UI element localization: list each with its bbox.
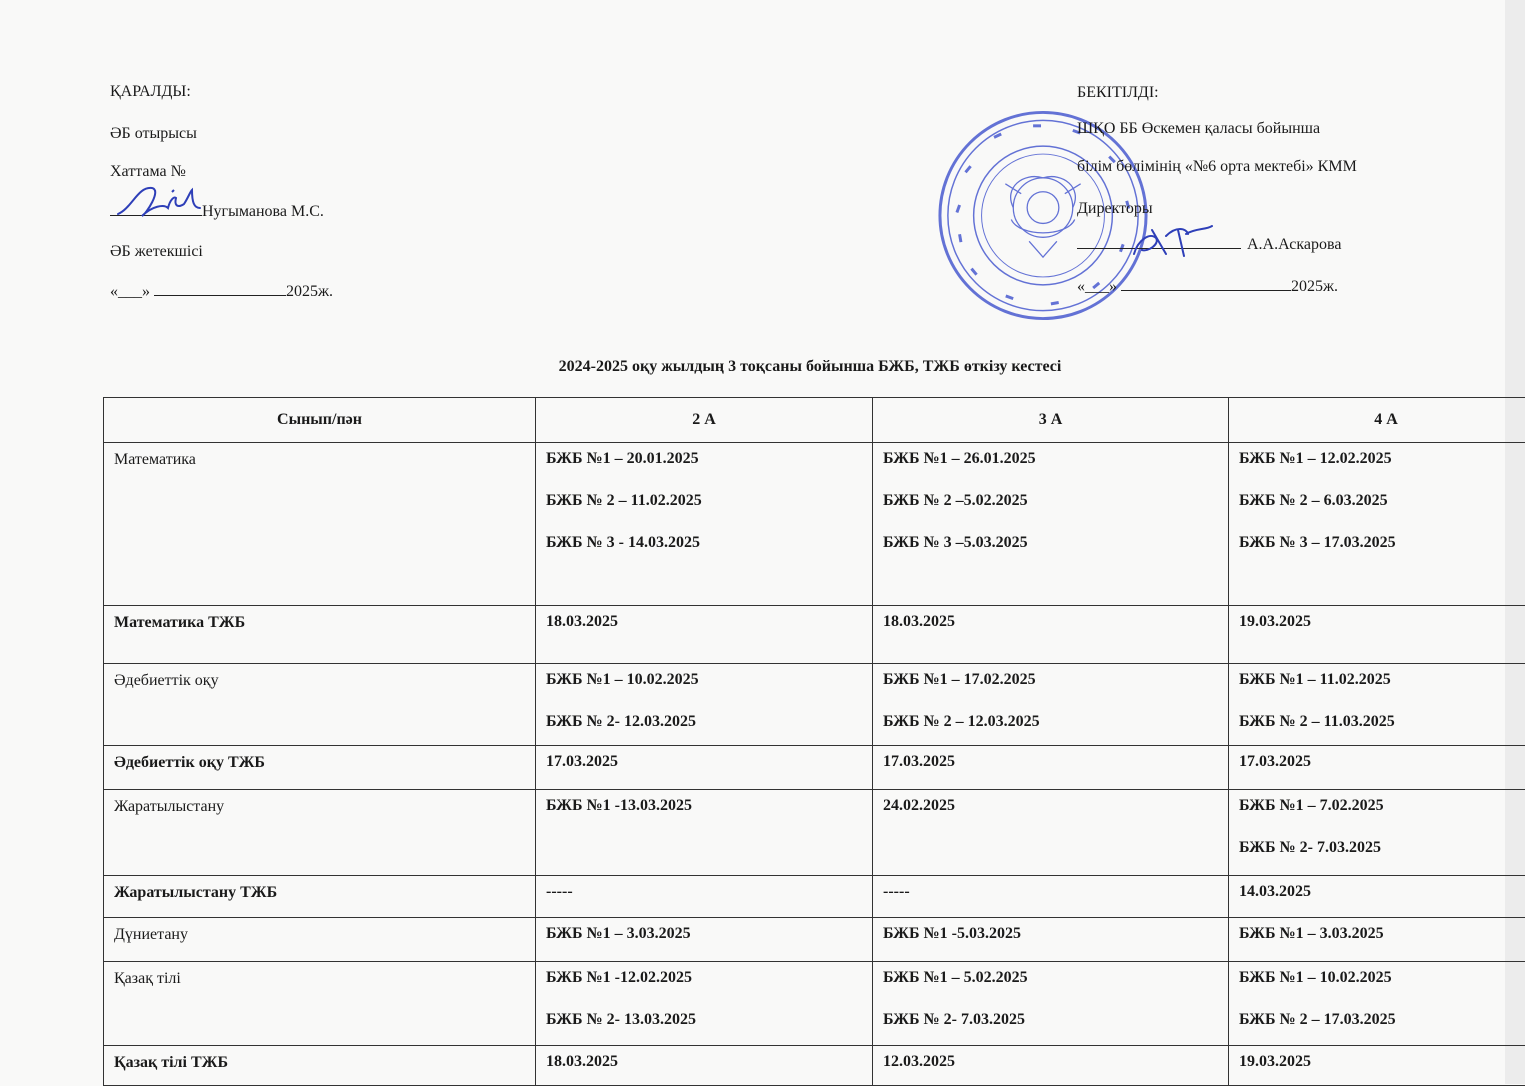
schedule-entry: -----	[883, 882, 1218, 902]
table-row	[104, 443, 1525, 606]
table-row	[104, 746, 1525, 790]
subject-cell	[104, 606, 536, 664]
director-name: А.А.Аскарова	[1241, 236, 1341, 253]
date-underline	[154, 295, 286, 296]
schedule-cell	[1229, 962, 1525, 1046]
schedule-cell	[536, 746, 873, 790]
reviewed-label: ҚАРАЛДЫ:	[110, 84, 191, 100]
schedule-entry: БЖБ № 2 – 11.02.2025	[546, 491, 862, 511]
schedule-cell	[536, 876, 873, 918]
schedule-entries	[873, 918, 1228, 944]
schedule-entry: БЖБ № 2 – 12.03.2025	[883, 712, 1218, 732]
schedule-cell	[536, 962, 873, 1046]
subject-label: Жаратылыстану	[104, 790, 535, 816]
schedule-entries	[1229, 962, 1525, 1030]
subject-label: Жаратылыстану ТЖБ	[104, 876, 535, 902]
schedule-cell	[873, 443, 1229, 606]
subject-cell	[104, 790, 536, 876]
approved-label: БЕКІТІЛДІ:	[1077, 84, 1159, 102]
schedule-entry: БЖБ №1 – 20.01.2025	[546, 449, 862, 469]
schedule-entry: 19.03.2025	[1239, 1052, 1525, 1072]
schedule-entries	[873, 790, 1228, 816]
schedule-cell	[873, 918, 1229, 962]
schedule-entry: БЖБ № 2 – 11.03.2025	[1239, 712, 1525, 732]
schedule-entries	[536, 1046, 872, 1072]
schedule-entry: БЖБ №1 – 3.03.2025	[546, 924, 862, 944]
schedule-entry: 14.03.2025	[1239, 882, 1525, 902]
schedule-cell	[873, 962, 1229, 1046]
schedule-entry: БЖБ №1 -5.03.2025	[883, 924, 1218, 944]
document-title: 2024-2025 оқу жылдың 3 тоқсаны бойынша БЖБ, ТЖБ өткізу кестесі	[0, 358, 1525, 376]
subject-label: Математика ТЖБ	[104, 606, 535, 632]
schedule-entry: БЖБ №1 -13.03.2025	[546, 796, 862, 816]
schedule-entry: БЖБ №1 – 12.02.2025	[1239, 449, 1525, 469]
schedule-entry: БЖБ № 2- 12.03.2025	[546, 712, 862, 732]
schedule-cell	[873, 790, 1229, 876]
schedule-entries	[1229, 918, 1525, 944]
schedule-entry: БЖБ №1 -12.02.2025	[546, 968, 862, 988]
date-prefix: «___»	[1077, 278, 1117, 295]
schedule-entry: БЖБ № 2- 7.03.2025	[883, 1010, 1218, 1030]
table-row	[104, 664, 1525, 746]
schedule-entry: 19.03.2025	[1239, 612, 1525, 632]
schedule-entries	[873, 606, 1228, 632]
table-row	[104, 606, 1525, 664]
schedule-cell	[1229, 606, 1525, 664]
schedule-cell	[1229, 664, 1525, 746]
table-row	[104, 1046, 1525, 1086]
schedule-entry: БЖБ № 2- 13.03.2025	[546, 1010, 862, 1030]
schedule-entry: -----	[546, 882, 862, 902]
column-header: 3 А	[873, 398, 1229, 443]
schedule-entries	[1229, 664, 1525, 732]
schedule-entries	[536, 606, 872, 632]
schedule-entries	[536, 664, 872, 732]
subject-cell	[104, 1046, 536, 1086]
subject-label: Қазақ тілі	[104, 962, 535, 988]
subject-cell	[104, 443, 536, 606]
schedule-entry: БЖБ №1 – 5.02.2025	[883, 968, 1218, 988]
schedule-entry: БЖБ № 2- 7.03.2025	[1239, 838, 1525, 858]
schedule-entry: 18.03.2025	[883, 612, 1218, 632]
table-row	[104, 918, 1525, 962]
schedule-entry: БЖБ №1 – 17.02.2025	[883, 670, 1218, 690]
schedule-cell	[873, 746, 1229, 790]
schedule-cell	[1229, 790, 1525, 876]
subject-label: Қазақ тілі ТЖБ	[104, 1046, 535, 1072]
schedule-cell	[536, 606, 873, 664]
subject-cell	[104, 664, 536, 746]
schedule-entries	[1229, 790, 1525, 858]
column-header: 4 А	[1229, 398, 1525, 443]
schedule-entries	[536, 746, 872, 772]
schedule-cell	[536, 790, 873, 876]
schedule-entries	[536, 443, 872, 553]
schedule-entry: БЖБ №1 – 3.03.2025	[1239, 924, 1525, 944]
schedule-cell	[873, 664, 1229, 746]
subject-label: Әдебиеттік оқу ТЖБ	[104, 746, 535, 772]
schedule-entry: БЖБ №1 – 10.02.2025	[546, 670, 862, 690]
table-row	[104, 876, 1525, 918]
schedule-entries	[1229, 443, 1525, 553]
schedule-entries	[1229, 606, 1525, 632]
schedule-entry: 12.03.2025	[883, 1052, 1218, 1072]
schedule-entries	[1229, 876, 1525, 902]
schedule-entry: 18.03.2025	[546, 1052, 862, 1072]
schedule-entries	[536, 876, 872, 902]
table-row	[104, 790, 1525, 876]
director-signature-icon	[1126, 220, 1226, 264]
table-row	[104, 962, 1525, 1046]
schedule-cell	[536, 664, 873, 746]
schedule-entries	[873, 876, 1228, 902]
schedule-entry: БЖБ №1 – 7.02.2025	[1239, 796, 1525, 816]
schedule-entry: БЖБ № 3 – 17.03.2025	[1239, 533, 1525, 553]
meeting-label: ӘБ отырысы	[110, 126, 197, 142]
schedule-entry: БЖБ №1 – 26.01.2025	[883, 449, 1218, 469]
date-underline	[1121, 290, 1291, 291]
schedule-entry: БЖБ №1 – 10.02.2025	[1239, 968, 1525, 988]
schedule-cell	[873, 606, 1229, 664]
schedule-entry: 17.03.2025	[883, 752, 1218, 772]
schedule-cell	[1229, 746, 1525, 790]
subject-label: Әдебиеттік оқу	[104, 664, 535, 690]
schedule-cell	[536, 443, 873, 606]
assessment-schedule-table	[103, 397, 1525, 1086]
table-header-row	[104, 398, 1525, 443]
schedule-entry: 17.03.2025	[546, 752, 862, 772]
schedule-cell	[1229, 1046, 1525, 1086]
schedule-entry: БЖБ № 2 –5.02.2025	[883, 491, 1218, 511]
date-prefix: «___»	[110, 283, 150, 300]
schedule-entry: БЖБ № 3 –5.03.2025	[883, 533, 1218, 553]
director-position: Директоры	[1077, 200, 1153, 218]
schedule-cell	[873, 1046, 1229, 1086]
reviewed-date	[110, 284, 333, 300]
column-header: 2 А	[536, 398, 873, 443]
schedule-cell	[536, 918, 873, 962]
schedule-entries	[873, 443, 1228, 553]
subject-label: Математика	[104, 443, 535, 469]
reviewer-signature-icon	[112, 178, 212, 224]
subject-cell	[104, 876, 536, 918]
schedule-cell	[1229, 876, 1525, 918]
subject-cell	[104, 962, 536, 1046]
schedule-entry: 24.02.2025	[883, 796, 1218, 816]
schedule-entry: БЖБ № 2 – 6.03.2025	[1239, 491, 1525, 511]
schedule-entries	[536, 790, 872, 816]
reviewer-name: Нугыманова М.С.	[202, 203, 324, 220]
schedule-entries	[536, 918, 872, 944]
subject-label: Дүниетану	[104, 918, 535, 944]
schedule-entries	[873, 962, 1228, 1030]
protocol-label: Хаттама №	[110, 164, 186, 180]
schedule-entry: 18.03.2025	[546, 612, 862, 632]
schedule-entry: 17.03.2025	[1239, 752, 1525, 772]
org-line-1: ШҚО ББ Өскемен қаласы бойынша	[1077, 120, 1320, 138]
schedule-entry: БЖБ № 2 – 17.03.2025	[1239, 1010, 1525, 1030]
subject-cell	[104, 918, 536, 962]
schedule-entry: БЖБ №1 – 11.02.2025	[1239, 670, 1525, 690]
schedule-cell	[536, 1046, 873, 1086]
date-suffix: 2025ж.	[286, 283, 333, 300]
subject-cell	[104, 746, 536, 790]
date-suffix: 2025ж.	[1291, 278, 1338, 295]
schedule-cell	[1229, 918, 1525, 962]
column-header: Сынып/пән	[104, 398, 536, 443]
schedule-entries	[873, 1046, 1228, 1072]
schedule-entries	[536, 962, 872, 1030]
schedule-cell	[873, 876, 1229, 918]
reviewer-role: ӘБ жетекшісі	[110, 244, 203, 260]
org-line-2: білім бөлімінің «№6 орта мектебі» КММ	[1077, 158, 1357, 176]
schedule-entries	[1229, 746, 1525, 772]
schedule-cell	[1229, 443, 1525, 606]
schedule-entries	[873, 664, 1228, 732]
approved-date	[1077, 278, 1338, 296]
schedule-entries	[873, 746, 1228, 772]
schedule-entry: БЖБ № 3 - 14.03.2025	[546, 533, 862, 553]
schedule-entries	[1229, 1046, 1525, 1072]
